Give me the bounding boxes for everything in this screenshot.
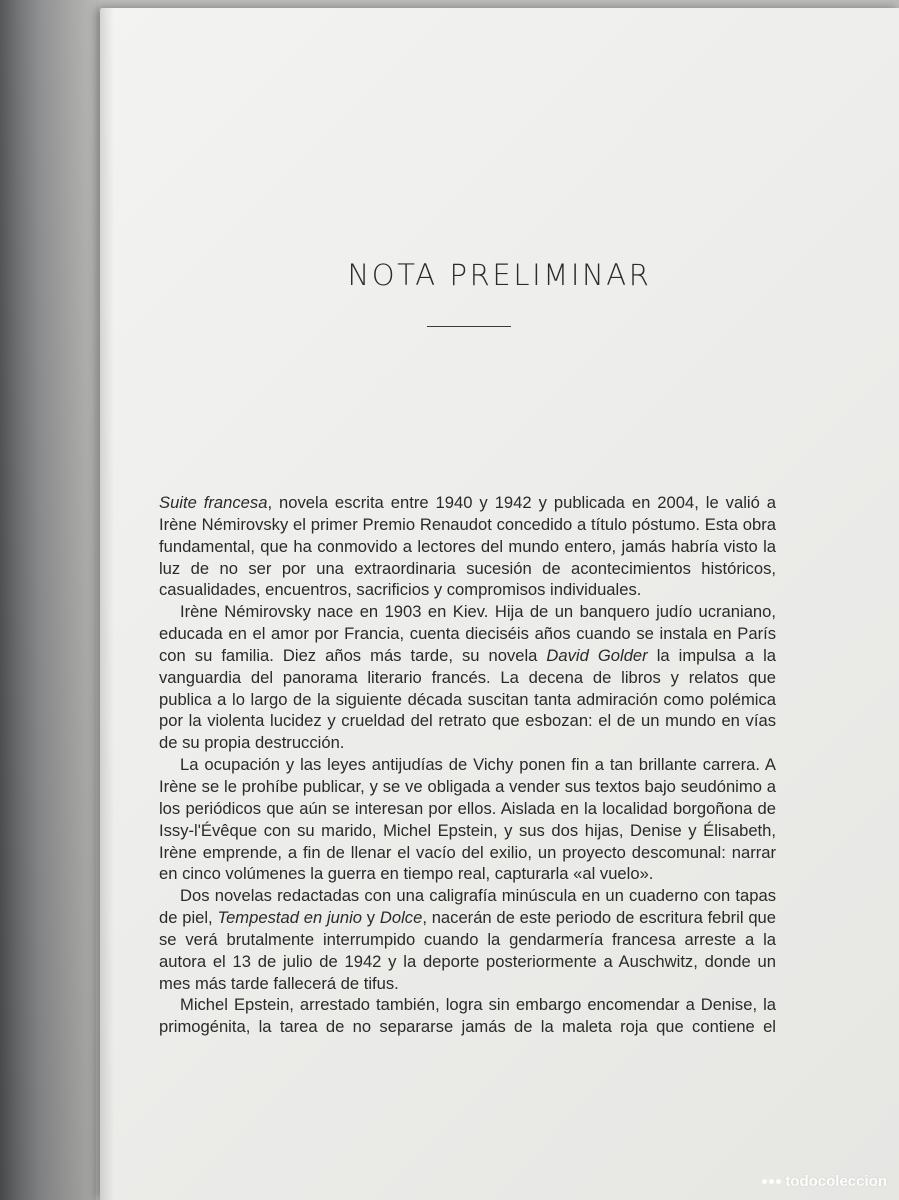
- italic-title: Tempestad en junio: [217, 908, 363, 928]
- text-run: , nacerán de este periodo de escritura febril que se verá brutalmente interrumpido cuando la gendarmería francesa arreste a la autora el 13 de julio de 1942 y la deporte posteriormente a Auschwitz, donde un mes más tarde fallecerá de tifus.: [159, 908, 776, 993]
- italic-title: David Golder: [546, 645, 648, 665]
- text-run: y: [362, 908, 380, 928]
- watermark-logo-icon: [762, 1179, 781, 1184]
- body-text: [159, 492, 776, 1038]
- text-run: la impulsa a la vanguardia del panorama literario francés. La decena de libros y relatos que publica a lo largo de la siguiente década suscitan tanta admiración como polémica por la violenta lucidez y crueldad del retrato que esbozan: el de un mundo en vías de su propia destrucción.: [159, 645, 777, 753]
- text-run: Michel Epstein, arrestado también, logra sin embargo encomendar a Denise, la primogénita, la tarea de no separarse jamás de la maleta roja que contiene el: [159, 995, 776, 1037]
- text-run: Irène Némirovsky nace en 1903 en Kiev. Hija de un banquero judío ucraniano, educada en el amor por Francia, cuenta dieciséis años cuando se instala en París con su familia. Diez años más tarde, su novela: [159, 602, 776, 665]
- title-divider: [427, 326, 511, 327]
- text-run: La ocupación y las leyes antijudías de Vichy ponen fin a tan brillante carrera. A Irène se le prohíbe publicar, y se ve obligada a vender sus textos bajo seudónimo a los periódicos que aún se interesan por ellos. Aislada en la localidad borgoñona de Issy-l'Évêque con su marido, Michel Epstein, y sus dos hijas, Denise y Élisabeth, Irène emprende, a fin de llenar el vacío del exilio, un proyecto descomunal: narrar en cinco volúmenes la guerra en tiempo real, capturarla «al vuelo».: [159, 755, 776, 884]
- paragraph-1: [159, 492, 776, 601]
- page-title: NOTA PRELIMINAR: [347, 258, 652, 292]
- paragraph-2: [159, 601, 776, 754]
- italic-title: Suite francesa: [159, 493, 268, 512]
- text-run: Dos novelas redactadas con una caligrafía minúscula en un cuaderno con tapas de piel,: [159, 886, 776, 928]
- watermark-text: todocoleccion: [785, 1173, 887, 1190]
- paragraph-4: [159, 885, 776, 994]
- watermark: [762, 1173, 887, 1190]
- paragraph-5: [159, 994, 776, 1038]
- paragraph-3: [159, 754, 776, 885]
- page-gutter-shadow: [100, 8, 114, 1200]
- text-run: , novela escrita entre 1940 y 1942 y publicada en 2004, le valió a Irène Némirovsky el primer Premio Renaudot concedido a título póstumo. Esta obra fundamental, que ha conmovido a lectores del mundo entero, jamás habría visto la luz de no ser por una extraordinaria sucesión de acontecimientos históricos, casualidades, encuentros, sacrificios y compromisos individuales.: [159, 493, 777, 600]
- book-edge-background: [0, 0, 96, 1200]
- italic-title: Dolce: [379, 908, 423, 928]
